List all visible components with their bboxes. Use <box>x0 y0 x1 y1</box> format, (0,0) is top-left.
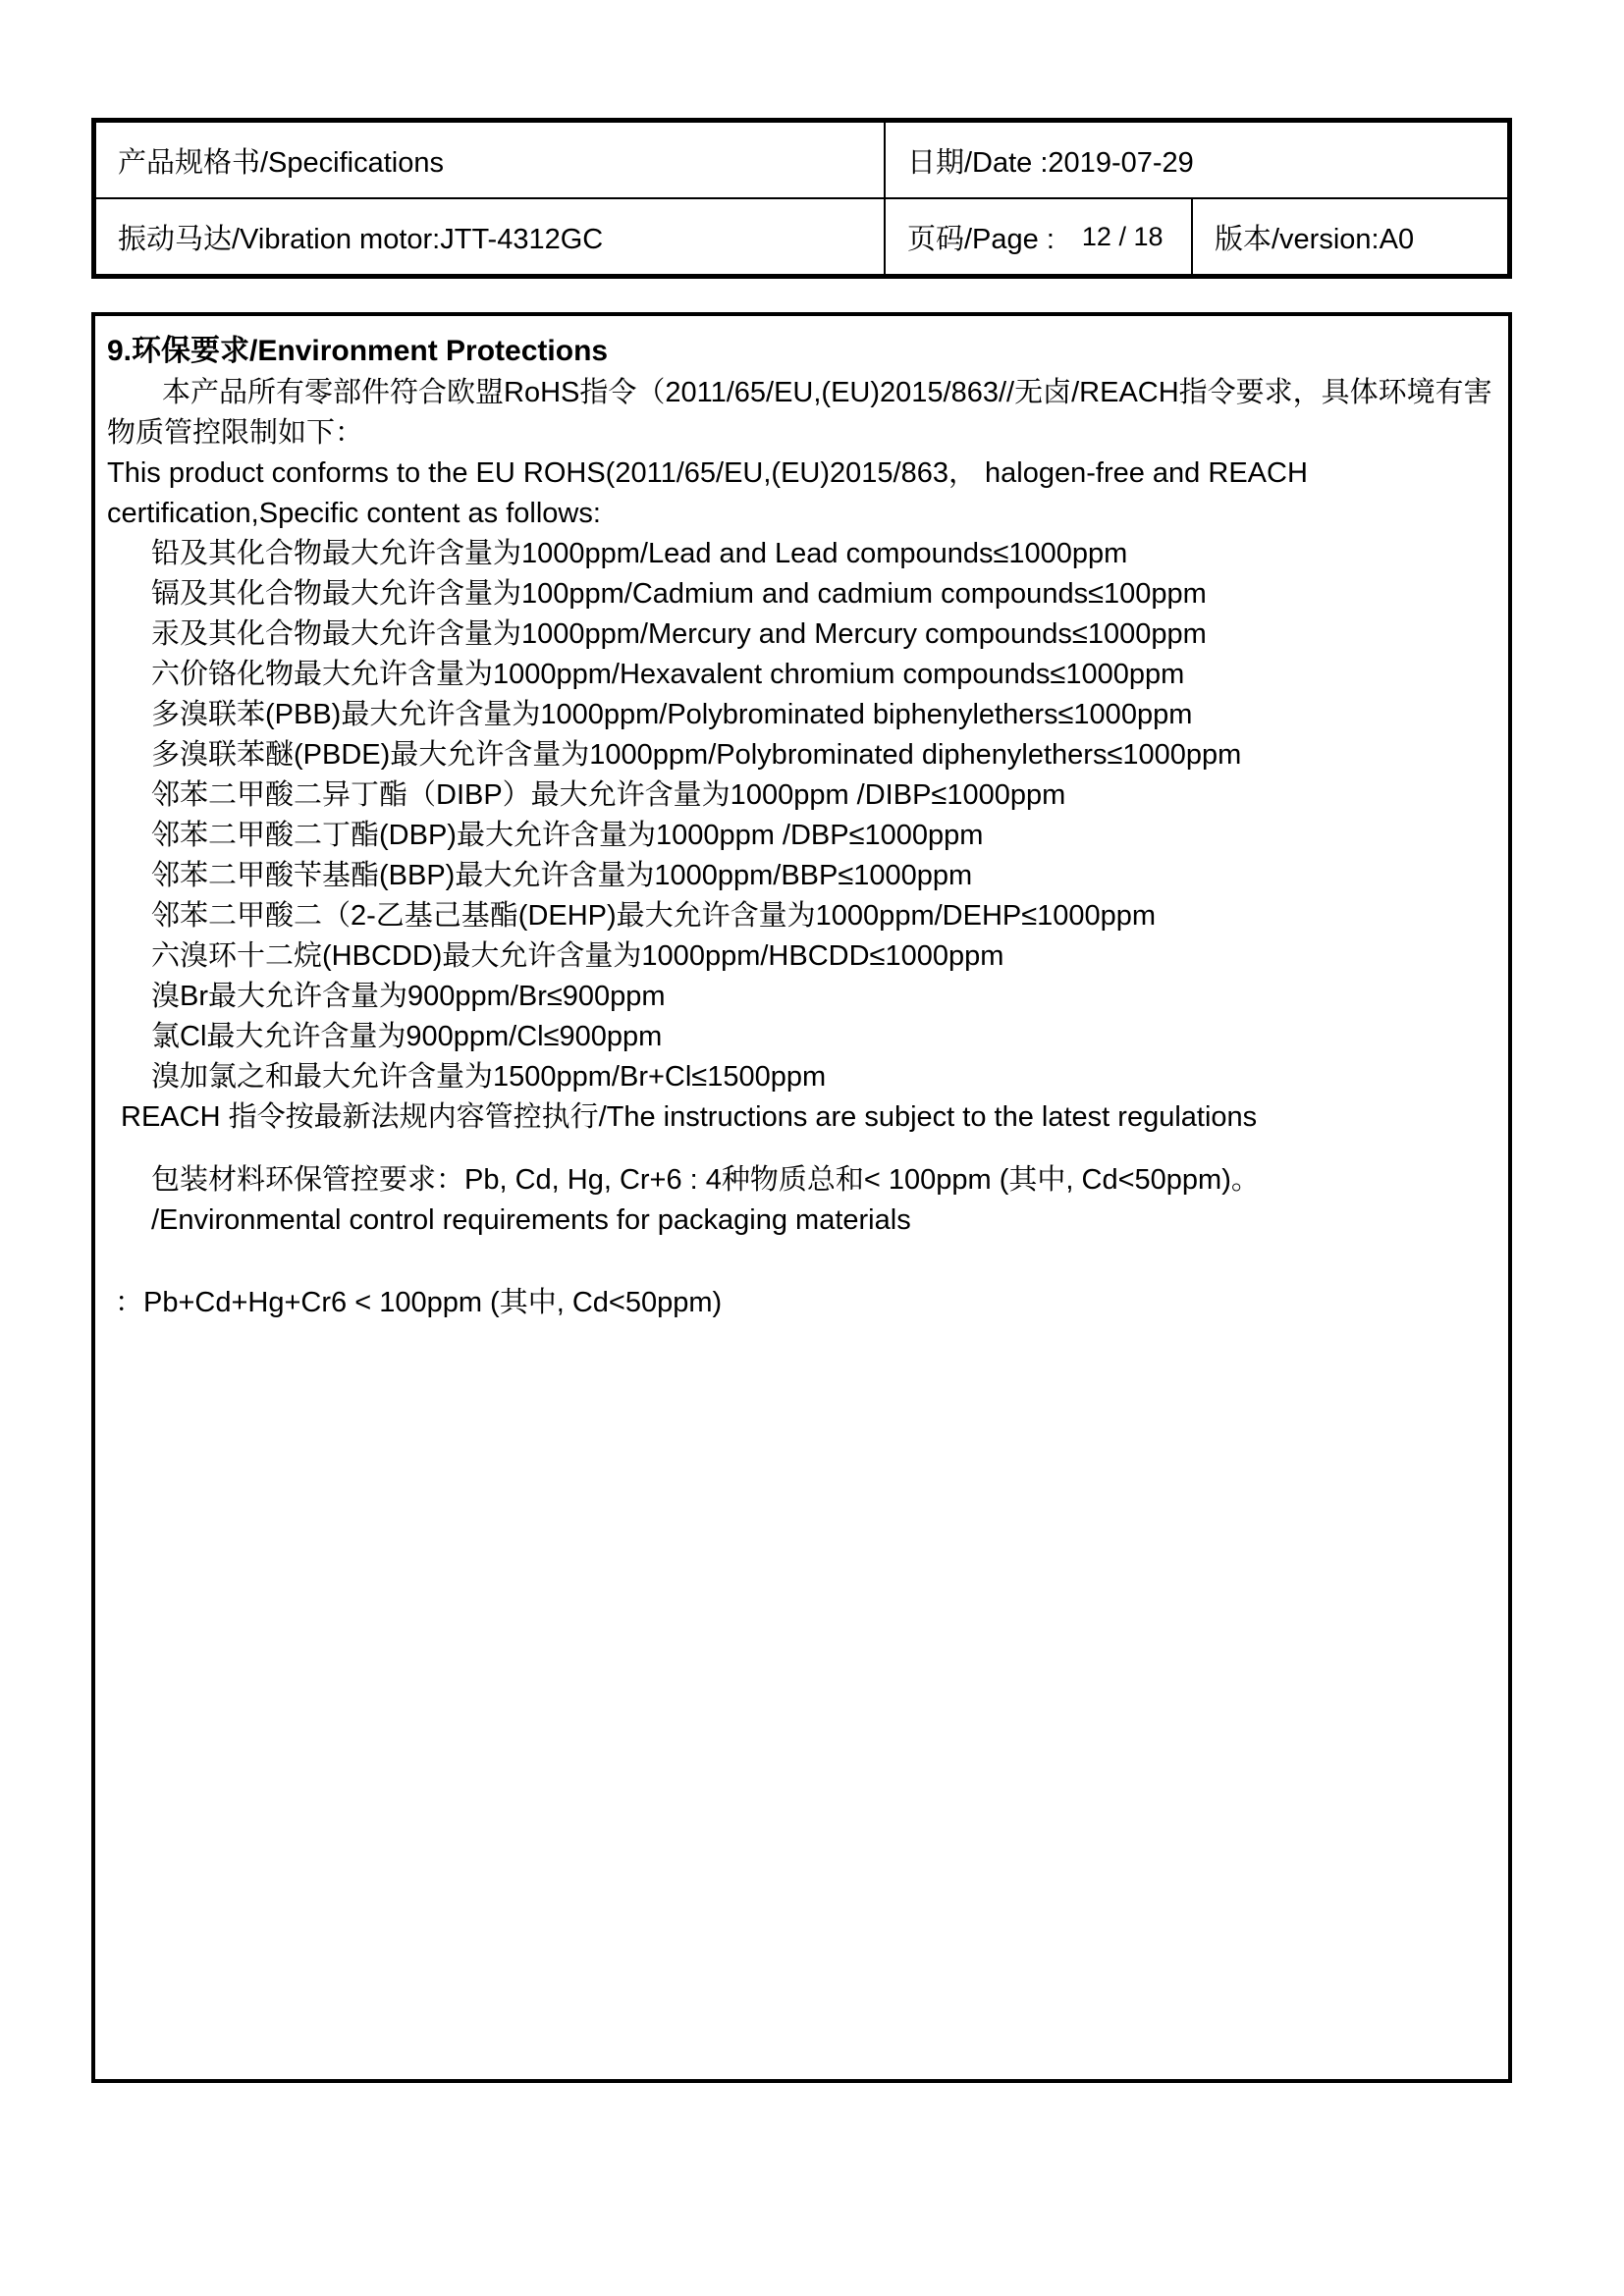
intro-paragraph-cn: 本产品所有零部件符合欧盟RoHS指令（2011/65/EU,(EU)2015/863//无卤/REACH指令要求，具体环境有害物质管控限制如下： <box>107 377 1492 449</box>
limit-line-hexavalent-chromium: 六价铬化物最大允许含量为1000ppm/Hexavalent chromium compounds≤1000ppm <box>151 659 1185 690</box>
page-number: 12 / 18 <box>1081 221 1164 251</box>
product-cell: 振动马达/Vibration motor:JTT-4312GC <box>118 223 604 255</box>
date-cell: 日期/Date :2019-07-29 <box>884 123 1507 197</box>
reach-note: REACH 指令按最新法规内容管控执行/The instructions are subject to the latest regulations <box>121 1101 1258 1133</box>
page-cell <box>884 199 1191 274</box>
page-label: 页码/Page : <box>907 223 1055 255</box>
intro-paragraph-en: This product conforms to the EU ROHS(2011/65/EU,(EU)2015/863， halogen-free and REACH certification,Specific content as follows: <box>107 457 1308 529</box>
limit-line-chlorine: 氯Cl最大允许含量为900ppm/Cl≤900ppm <box>151 1021 663 1052</box>
limit-line-bbp: 邻苯二甲酸苄基酯(BBP)最大允许含量为1000ppm/BBP≤1000ppm <box>151 860 973 891</box>
limit-line-dibp: 邻苯二甲酸二异丁酯（DIBP）最大允许含量为1000ppm /DIBP≤1000ppm <box>151 779 1066 811</box>
limit-line-dbp: 邻苯二甲酸二丁酯(DBP)最大允许含量为1000ppm /DBP≤1000ppm <box>151 820 984 851</box>
limit-line-lead: 铅及其化合物最大允许含量为1000ppm/Lead and Lead compounds≤1000ppm <box>151 538 1128 569</box>
packaging-requirement-cn: 包装材料环保管控要求：Pb, Cd, Hg, Cr+6 : 4种物质总和< 100ppm (其中, Cd<50ppm)。 <box>151 1164 1260 1196</box>
header-row-1 <box>96 123 1507 199</box>
limit-line-pbb: 多溴联苯(PBB)最大允许含量为1000ppm/Polybrominated biphenylethers≤1000ppm <box>151 699 1193 730</box>
limit-line-mercury: 汞及其化合物最大允许含量为1000ppm/Mercury and Mercury compounds≤1000ppm <box>151 618 1207 650</box>
limit-line-pbde: 多溴联苯醚(PBDE)最大允许含量为1000ppm/Polybrominated diphenylethers≤1000ppm <box>151 739 1242 771</box>
spec-title-cell: 产品规格书/Specifications <box>118 146 444 179</box>
version-cell: 版本/version:A0 <box>1191 199 1507 274</box>
header-table <box>91 118 1512 279</box>
content-box <box>91 312 1512 2083</box>
limit-line-dehp: 邻苯二甲酸二（2-乙基己基酯(DEHP)最大允许含量为1000ppm/DEHP≤1000ppm <box>151 900 1157 932</box>
packaging-formula: ：Pb+Cd+Hg+Cr6 < 100ppm (其中, Cd<50ppm) <box>115 1287 723 1318</box>
packaging-requirement-en: /Environmental control requirements for packaging materials <box>151 1204 911 1236</box>
header-row-2 <box>96 199 1507 274</box>
limit-line-hbcdd: 六溴环十二烷(HBCDD)最大允许含量为1000ppm/HBCDD≤1000ppm <box>151 940 1004 972</box>
limit-line-br-cl-sum: 溴加氯之和最大允许含量为1500ppm/Br+Cl≤1500ppm <box>151 1061 827 1093</box>
limit-line-bromine: 溴Br最大允许含量为900ppm/Br≤900ppm <box>151 981 666 1012</box>
limit-line-cadmium: 镉及其化合物最大允许含量为100ppm/Cadmium and cadmium compounds≤100ppm <box>151 578 1207 610</box>
section-title: 9.环保要求/Environment Protections <box>107 335 609 367</box>
